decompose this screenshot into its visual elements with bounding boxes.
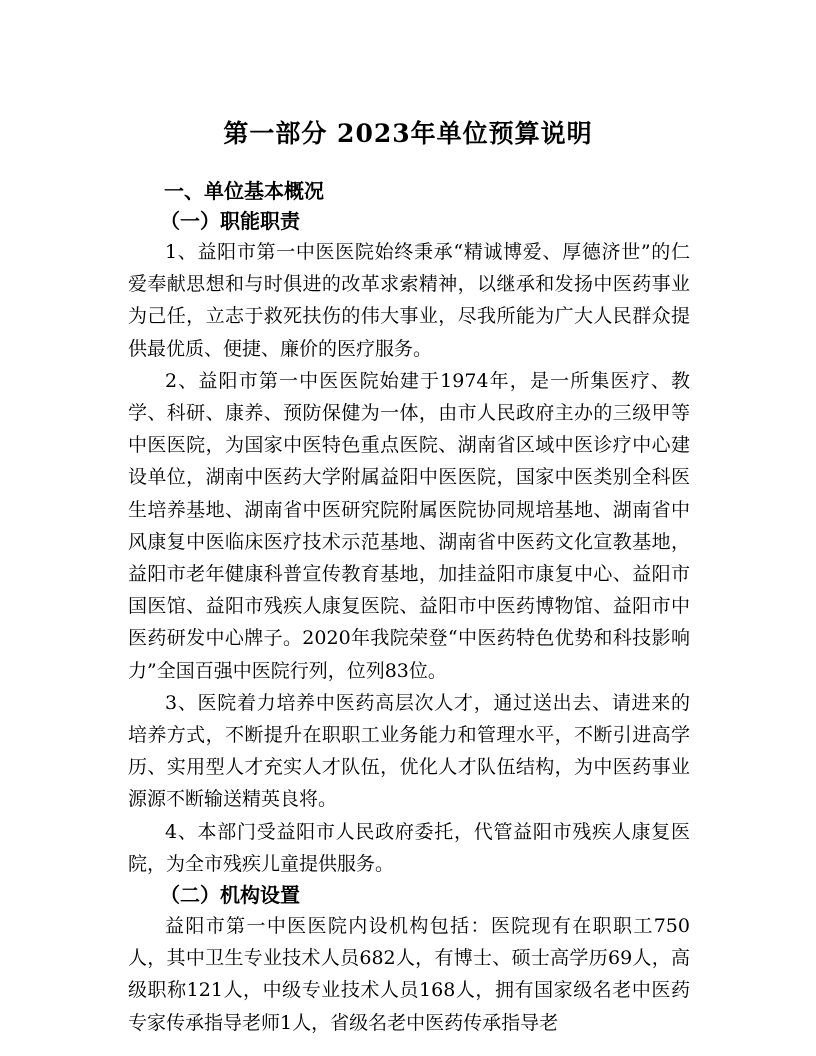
document-body [128,176,690,1039]
paragraph-functions-2: 2、益阳市第一中医医院始建于1974年，是一所集医疗、教学、科研、康养、预防保健为一体，由市人民政府主办的三级甲等中医医院，为国家中医特色重点医院、湖南省区域中医诊疗中心建设单位，湖南中医药大学附属益阳中医医院，国家中医类别全科医生培养基地、湖南省中医研究院附属医院协同规培基地、湖南省中风康复中医临床医疗技术示范基地、湖南省中医药文化宣教基地，益阳市老年健康科普宣传教育基地，加挂益阳市康复中心、益阳市国医馆、益阳市残疾人康复医院、益阳市中医药博物馆、益阳市中医药研发中心牌子。2020年我院荣登“中医药特色优势和科技影响力”全国百强中医院行列，位列83位。 [128,369,690,682]
paragraph-functions-3: 3、医院着力培养中医药高层次人才，通过送出去、请进来的培养方式，不断提升在职职工业务能力和管理水平，不断引进高学历、实用型人才充实人才队伍，优化人才队伍结构，为中医药事业源源不断输送精英良将。 [128,691,690,811]
subsection-heading-organization: （二）机构设置 [160,883,300,908]
page-title: 第一部分 2023年单位预算说明 [223,119,593,148]
paragraph-functions-4: 4、本部门受益阳市人民政府委托，代管益阳市残疾人康复医院，为全市残疾儿童提供服务。 [128,820,690,875]
section-heading: 一、单位基本概况 [164,179,324,203]
paragraph-functions-1: 1、益阳市第一中医医院始终秉承“精诚博爱、厚德济世”的仁爱奉献思想和与时俱进的改革求索精神，以继承和发扬中医药事业为己任，立志于救死扶伤的伟大事业，尽我所能为广大人民群众提供最优质、便捷、廉价的医疗服务。 [128,241,690,360]
subsection-heading-functions: （一）职能职责 [160,209,300,233]
paragraph-organization-1: 益阳市第一中医医院内设机构包括：医院现有在职职工750人，其中卫生专业技术人员682人，有博士、硕士高学历69人，高级职称121人，中级专业技术人员168人，拥有国家级名老中医药专家传承指导老师1人，省级名老中医药传承指导老 [128,915,690,1034]
